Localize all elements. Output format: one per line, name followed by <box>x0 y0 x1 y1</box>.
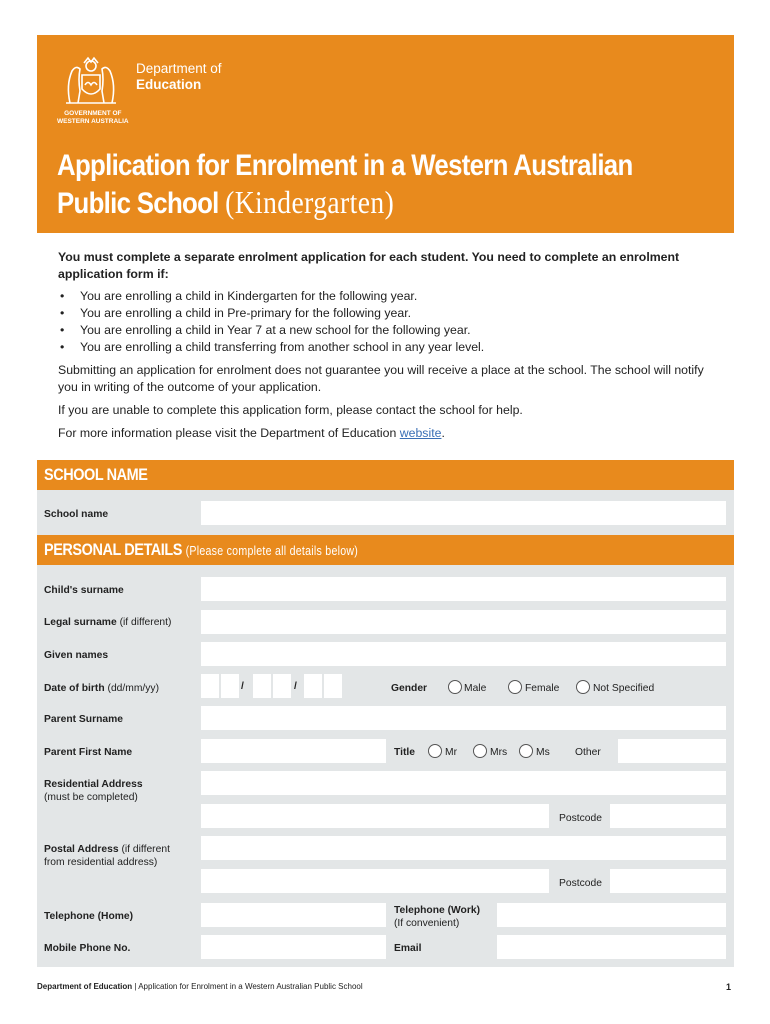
page-footer: Department of Education | Application for Enrolment in a Western Australian Public School <box>37 982 363 991</box>
dob-separator: / <box>241 681 244 692</box>
telephone-work-label: Telephone (Work) (If convenient) <box>394 905 480 929</box>
gender-not-specified-label: Not Specified <box>593 683 655 694</box>
dob-year-digit-2[interactable] <box>324 674 342 698</box>
title-other-label: Other <box>575 747 601 758</box>
dob-day-digit-1[interactable] <box>201 674 219 698</box>
dob-month-digit-1[interactable] <box>253 674 271 698</box>
website-link[interactable]: website <box>399 426 442 440</box>
help-note: If you are unable to complete this application form, please contact the school for help. <box>58 403 523 417</box>
title-other-input[interactable] <box>618 739 726 763</box>
postal-address-line2-input[interactable] <box>201 869 549 893</box>
intro-lead: You must complete a separate enrolment application for each student. You need to complete an enrolment application form if: <box>58 250 680 281</box>
title-label: Title <box>394 747 415 758</box>
parent-surname-input[interactable] <box>201 706 726 730</box>
intro-text <box>58 249 708 442</box>
postal-postcode-label: Postcode <box>559 878 602 889</box>
gender-label: Gender <box>391 683 428 694</box>
personal-details-panel <box>37 565 734 967</box>
personal-details-section-header <box>37 535 734 565</box>
legal-surname-label: Legal surname (if different) <box>44 617 172 628</box>
requirement-list <box>58 288 708 356</box>
parent-first-name-label: Parent First Name <box>44 747 133 758</box>
government-label: GOVERNMENT OF WESTERN AUSTRALIA <box>57 110 129 125</box>
title-mr-radio[interactable] <box>428 744 442 758</box>
residential-address-line2-input[interactable] <box>201 804 549 828</box>
mobile-phone-input[interactable] <box>201 935 386 959</box>
school-name-input[interactable] <box>201 501 726 525</box>
dob-year-digit-1[interactable] <box>304 674 322 698</box>
gender-male-label: Male <box>464 683 487 694</box>
telephone-work-input[interactable] <box>497 903 726 927</box>
date-of-birth-label: Date of birth (dd/mm/yy) <box>44 683 160 694</box>
given-names-input[interactable] <box>201 642 726 666</box>
title-mr-label: Mr <box>445 747 458 758</box>
title-mrs-radio[interactable] <box>473 744 487 758</box>
gender-male-radio[interactable] <box>448 680 462 694</box>
email-input[interactable] <box>497 935 726 959</box>
parent-first-name-input[interactable] <box>201 739 386 763</box>
postal-address-line1-input[interactable] <box>201 836 726 860</box>
list-item: • You are enrolling a child in Pre-primary for the following year. <box>58 305 708 322</box>
header-banner <box>37 35 734 233</box>
postal-postcode-input[interactable] <box>610 869 726 893</box>
page-number: 1 <box>726 982 732 992</box>
list-item: • You are enrolling a child in Year 7 at a new school for the following year. <box>58 322 708 339</box>
postal-address-label: Postal Address (if different from residential address) <box>44 844 170 868</box>
telephone-home-input[interactable] <box>201 903 386 927</box>
residential-postcode-label: Postcode <box>559 813 602 824</box>
email-label: Email <box>394 943 422 954</box>
guarantee-note: Submitting an application for enrolment does not guarantee you will receive a place at the school. The school will notify you in writing of the outcome of your application. <box>58 363 704 394</box>
list-item: • You are enrolling a child transferring from another school in any year level. <box>58 339 708 356</box>
childs-surname-label: Child's surname <box>44 585 124 596</box>
page-title: Application for Enrolment in a Western Australian Public School (Kindergarten) <box>57 149 633 220</box>
info-note: For more information please visit the Department of Education website. <box>58 426 445 440</box>
mobile-phone-label: Mobile Phone No. <box>44 943 131 954</box>
given-names-label: Given names <box>44 650 109 661</box>
residential-address-label: Residential Address (must be completed) <box>44 779 143 803</box>
parent-surname-label: Parent Surname <box>44 714 123 725</box>
coat-of-arms-icon <box>58 55 124 107</box>
department-name: Department of Education <box>136 61 222 92</box>
residential-address-line1-input[interactable] <box>201 771 726 795</box>
title-ms-label: Ms <box>536 747 550 758</box>
legal-surname-input[interactable] <box>201 610 726 634</box>
dob-day-digit-2[interactable] <box>221 674 239 698</box>
gender-female-radio[interactable] <box>508 680 522 694</box>
dob-separator: / <box>294 681 297 692</box>
section-title: PERSONAL DETAILS (Please complete all details below) <box>44 540 359 559</box>
gender-not-specified-radio[interactable] <box>576 680 590 694</box>
section-title: SCHOOL NAME <box>44 465 148 484</box>
title-mrs-label: Mrs <box>490 747 508 758</box>
telephone-home-label: Telephone (Home) <box>44 911 134 922</box>
gender-female-label: Female <box>525 683 560 694</box>
school-name-label: School name <box>44 509 109 520</box>
school-name-section-header <box>37 460 734 490</box>
list-item: • You are enrolling a child in Kindergarten for the following year. <box>58 288 708 305</box>
school-name-panel <box>37 490 734 535</box>
dob-month-digit-2[interactable] <box>273 674 291 698</box>
residential-postcode-input[interactable] <box>610 804 726 828</box>
title-ms-radio[interactable] <box>519 744 533 758</box>
childs-surname-input[interactable] <box>201 577 726 601</box>
